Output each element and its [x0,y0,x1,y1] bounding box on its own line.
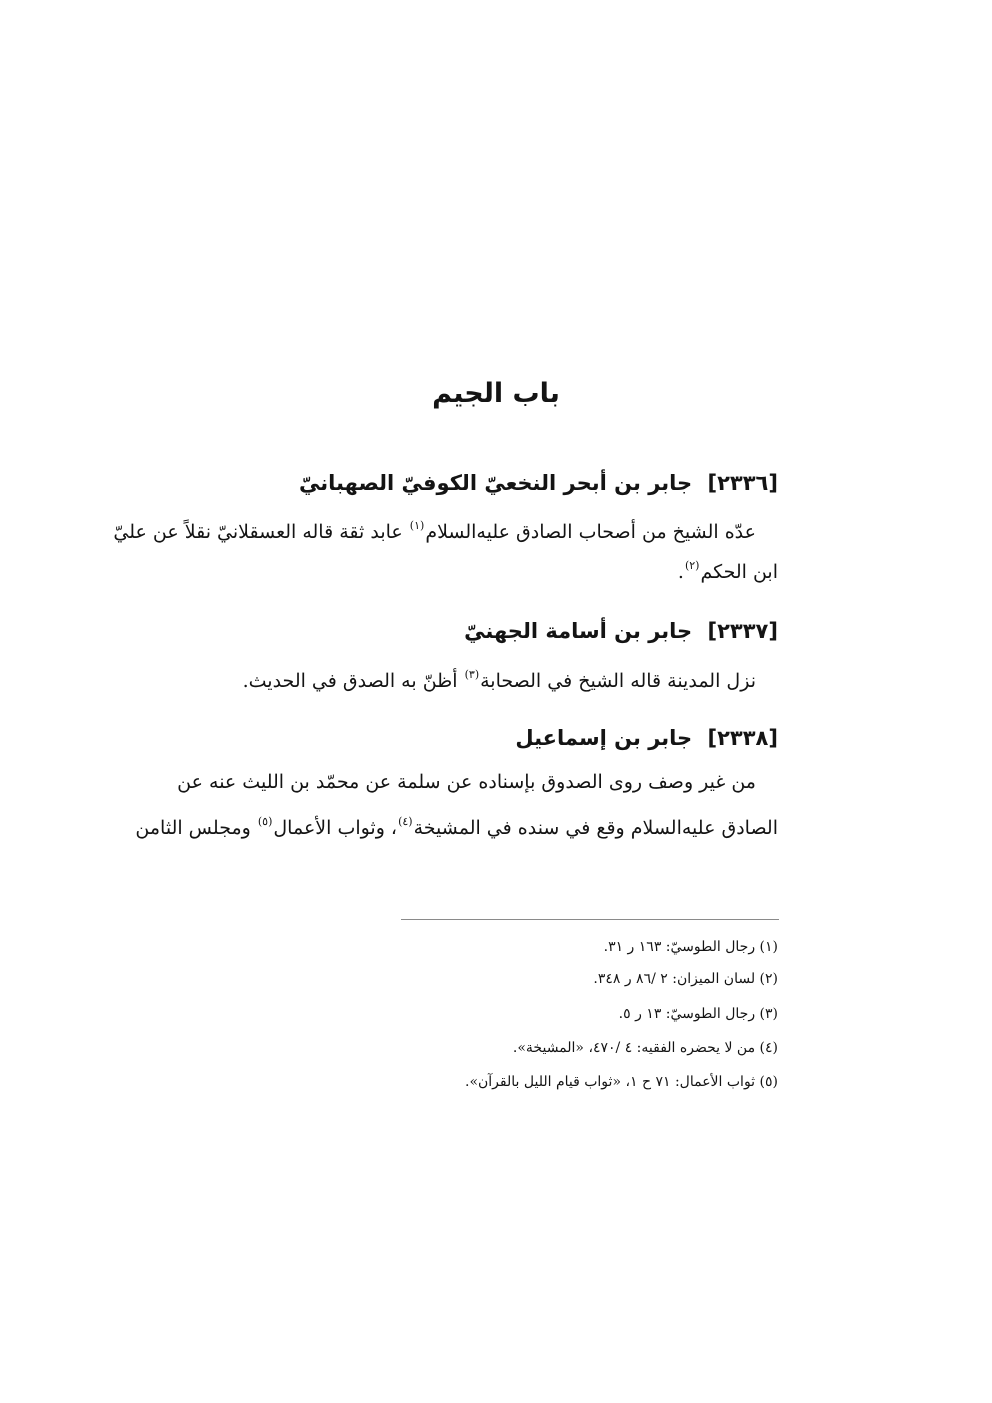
entry-number: [٢٣٣٨] [707,726,778,750]
entry-text: نزل المدينة قاله الشيخ في الصحابة [480,670,756,692]
entry-text: عدّه الشيخ من أصحاب الصادق عليه‌السلام [425,521,756,543]
entry-heading [208,619,778,643]
footnote: (٢) لسان الميزان: ٢ /٨٦ ر ٣٤٨. [593,971,778,987]
entry-text: ابن الحكم [700,561,778,583]
entry-number: [٢٣٣٦] [707,471,778,495]
entry-text: من غير وصف روى الصدوق بإسناده عن سلمة عن محمّد بن الليث عنه عن [177,771,756,793]
entry-text-line [135,807,778,843]
footnote-ref: (٢) [684,559,700,572]
footnote-ref: (٣) [464,668,480,681]
entry-text: الصادق عليه‌السلام وقع في سنده في المشيخة [413,817,778,839]
entry-heading [208,471,778,495]
chapter-title: باب الجيم [432,378,560,409]
entry-number: [٢٣٣٧] [707,619,778,643]
entry-name: جابر بن أبحر النخعيّ الكوفيّ الصهبانيّ [299,471,693,495]
footnote: (١) رجال الطوسيّ: ١٦٣ ر ٣١. [603,939,778,955]
entry-text: ومجلس الثامن [135,817,251,839]
footnote-ref: (٥) [257,815,273,828]
footnote: (٥) ثواب الأعمال: ٧١ ح ١، «ثواب قيام الليل بالقرآن». [465,1074,778,1090]
footnote-ref: (٤) [398,815,413,828]
footnote-separator [401,919,779,920]
entry-text-line [177,767,778,797]
entry-text: . [677,561,684,583]
entry-name: جابر بن أسامة الجهنيّ [464,619,693,643]
entry-text-line [212,660,778,696]
footnote: (٣) رجال الطوسيّ: ١٣ ر ٥. [618,1006,778,1022]
entry-text: ، وثواب الأعمال [273,817,398,839]
entry-text-line [212,551,778,587]
footnote: (٤) من لا يحضره الفقيه: ٤ /٤٧٠، «المشيخة». [512,1040,778,1056]
footnote-ref: (١) [409,519,425,532]
entry-text: أظنّ به الصدق في الحديث. [242,670,458,692]
entry-text: عابد ثقة قاله العسقلانيّ نقلاً عن عليّ [113,521,403,543]
entry-text-line [113,511,778,547]
entry-heading [208,726,778,750]
entry-name: جابر بن إسماعيل [515,726,693,750]
